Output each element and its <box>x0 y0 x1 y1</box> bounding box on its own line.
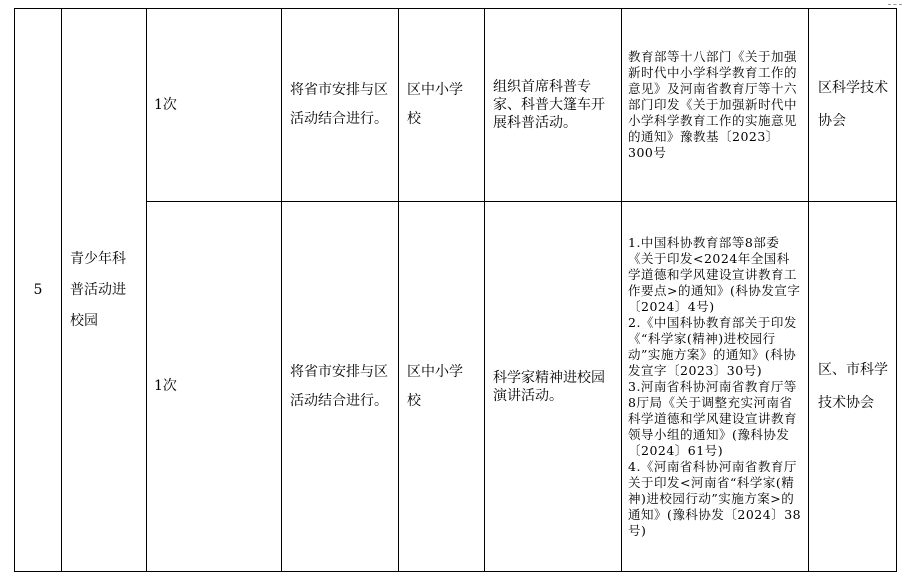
times-cell: 1次 <box>147 9 282 202</box>
content-cell: 组织首席科普专家、科普大篷车开展科普活动。 <box>485 9 622 202</box>
page-edge-marker <box>888 4 902 5</box>
basis-item-4: 4.《河南省科协河南省教育厅关于印发<河南省“科学家(精神)进校园行动”实施方案>的通知》(豫科协发〔2024〕38号) <box>628 458 802 538</box>
table-row <box>15 202 897 572</box>
basis-item-2: 2.《中国科协教育部关于印发《“科学家(精神)进校园行动”实施方案》的通知》(科协发宣字〔2023〕30号) <box>628 314 797 378</box>
row-index: 5 <box>15 9 62 572</box>
basis-item-1: 1.中国科协教育部等8部委《关于印发<2024年全国科学道德和学风建设宣讲教育工作要点>的通知》(科协发宣字〔2024〕4号) <box>628 234 801 314</box>
organizer-cell: 区、市科学技术协会 <box>809 202 897 572</box>
activity-table <box>14 8 897 572</box>
activity-name: 青少年科普活动进校园 <box>62 9 147 572</box>
basis-text: 教育部等十八部门《关于加强新时代中小学科学教育工作的意见》及河南省教育厅等十六部门印发《关于加强新时代中小学科学教育工作的实施意见的通知》豫教基〔2023〕300号 <box>628 49 798 160</box>
method-cell: 将省市安排与区活动结合进行。 <box>282 9 399 202</box>
target-cell: 区中小学校 <box>399 9 485 202</box>
table-row <box>15 9 897 202</box>
basis-item-3: 3.河南省科协河南省教育厅等8厅局《关于调整充实河南省科学道德和学风建设宣讲教育领导小组的通知》(豫科协发〔2024〕61号) <box>628 378 798 458</box>
basis-cell <box>622 9 809 202</box>
method-cell: 将省市安排与区活动结合进行。 <box>282 202 399 572</box>
times-cell: 1次 <box>147 202 282 572</box>
basis-cell <box>622 202 809 572</box>
organizer-cell: 区科学技术协会 <box>809 9 897 202</box>
target-cell: 区中小学校 <box>399 202 485 572</box>
content-cell: 科学家精神进校园演讲活动。 <box>485 202 622 572</box>
page-top-margin <box>0 0 902 8</box>
